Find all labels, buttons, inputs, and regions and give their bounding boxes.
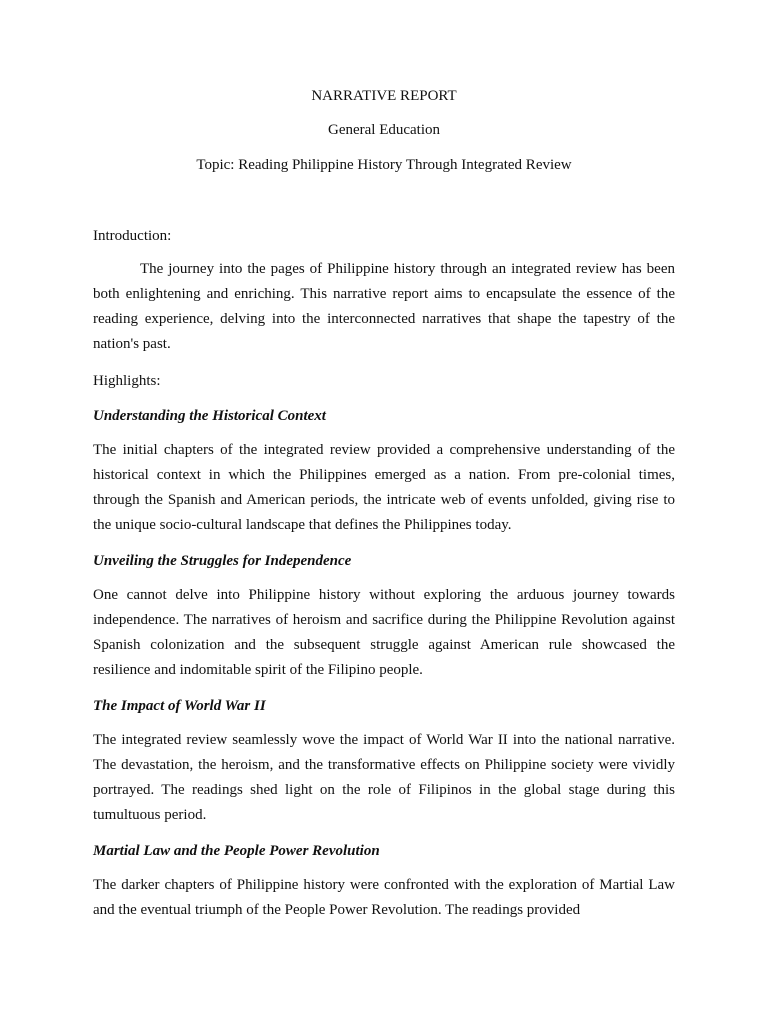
section-paragraph-world-war-ii: The integrated review seamlessly wove the impact of World War II into the national narrative. The devastation, the heroism, and the transformative effects on Philippine society were vividly portrayed. The readings shed light on the role of Filipinos in the global stage during this tumultuous period. (93, 732, 675, 823)
section-paragraph-historical-context: The initial chapters of the integrated review provided a comprehensive understanding of the historical context in which the Philippines emerged as a nation. From pre-colonial times, through the Spanish and American periods, the intricate web of events unfolded, giving rise to the unique socio-cultural landscape that defines the Philippines today. (93, 442, 675, 533)
introduction-label: Introduction: (93, 228, 172, 244)
section-heading-martial-law: Martial Law and the People Power Revolution (93, 843, 380, 859)
section-paragraph-martial-law: The darker chapters of Philippine history were confronted with the exploration of Martial Law and the eventual triumph of the People Power Revolution. The readings provided (93, 877, 675, 918)
section-heading-world-war-ii: The Impact of World War II (93, 698, 266, 714)
section-heading-independence: Unveiling the Struggles for Independence (93, 553, 352, 569)
report-subject: General Education (327, 122, 441, 138)
section-paragraph-independence: One cannot delve into Philippine history without exploring the arduous journey towards independence. The narratives of heroism and sacrifice during the Philippine Revolution against Spanish colonization and the subsequent struggle against American rule showcased the resilience and indomitable spirit of the Filipino people. (93, 587, 675, 678)
report-title: NARRATIVE REPORT (311, 88, 457, 104)
introduction-paragraph: The journey into the pages of Philippine history through an integrated review has been both enlightening and enriching. This narrative report aims to encapsulate the essence of the reading experience, delving into the interconnected narratives that shape the tapestry of the nation's past. (93, 261, 675, 352)
report-topic: Topic: Reading Philippine History Through Integrated Review (196, 157, 572, 173)
highlights-label: Highlights: (93, 373, 161, 389)
section-heading-historical-context: Understanding the Historical Context (93, 408, 326, 424)
